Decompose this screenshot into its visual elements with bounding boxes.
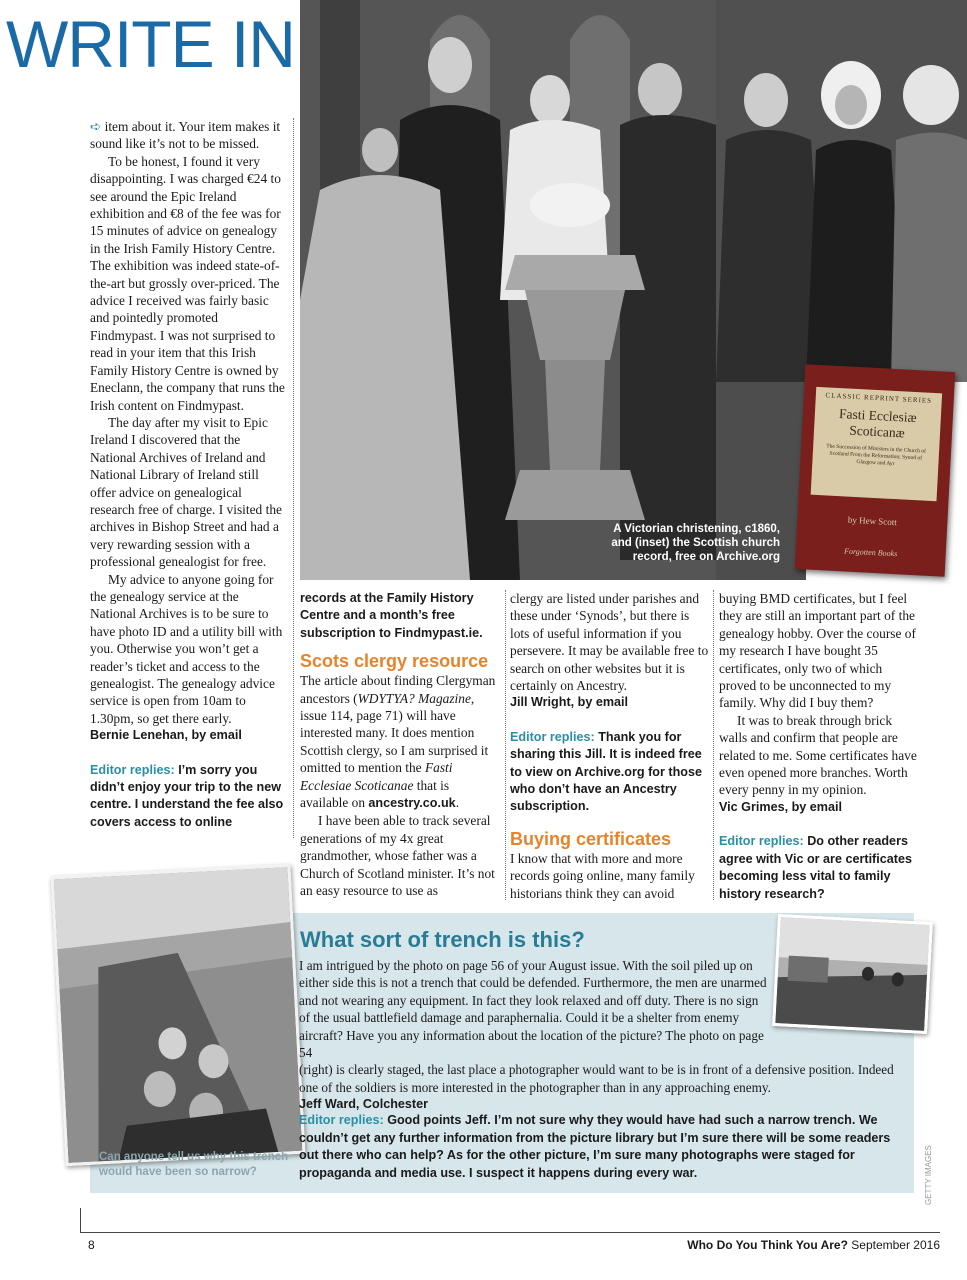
editor-reply: Editor replies: Thank you for sharing this Jill. It is indeed free to view on Archive.org for those who don’t have an Ancestry subscription.: [510, 729, 702, 814]
trench-photo-drawing: [54, 867, 303, 1163]
letter-paragraph: I have been able to track several generations of my 4x great grandmother, whose father was a Church of Scotland minister. It’s not an easy resource to use as: [300, 813, 495, 899]
christening-photo-drawing: [300, 0, 716, 580]
editor-reply: Editor replies: Good points Jeff. I’m not sure why they would have had such a narrow trench. We couldn’t get any further information from the picture library but I’m sure there will be some readers out there who can help? As for the other picture, I’m sure many photographs were staged for propaganda and media use. I suspect it happens during every war.: [299, 1113, 891, 1180]
letter-scots-clergy-cont: [510, 590, 710, 902]
trench-heading: What sort of trench is this?: [300, 927, 585, 952]
staged-trench-photo: [772, 914, 933, 1034]
photo-caption: A Victorian christening, c1860, and (inset) the Scottish church record, free on Archive.org: [611, 523, 780, 563]
book-series: CLASSIC REPRINT SERIES: [825, 391, 933, 405]
issue-date: September 2016: [851, 1238, 940, 1252]
editor-reply: Editor replies: Do other readers agree with Vic or are certificates becoming less vital to family history research?: [719, 834, 912, 901]
letter-paragraph: To be honest, I found it very disappointing. I was charged €24 to see around the Epic Ireland exhibition and €8 of the fee was for 15 minutes of advice on genealogy in the Irish Family History Centre. The exhibition was indeed state-of-the-art but grossly over-priced. The advice I received was fairly basic and pointedly promoted Findmypast. I was not surprised to read in your item that this Irish Family History Centre is owned by Eneclann, the company that runs the Irish content on Findmypast.: [90, 153, 285, 413]
footer-rule-vertical: [80, 1208, 81, 1232]
column-divider: [293, 118, 294, 838]
book-publisher: Forgotten Books: [843, 546, 898, 559]
trench-letter-body: [299, 957, 894, 1114]
letter-signature: Vic Grimes, by email: [719, 799, 842, 814]
letter-paragraph: I am intrigued by the photo on page 56 of your August issue. With the soil piled up on either side this is not a trench that could be defended. Furthermore, the men are unarmed and not wearing any equipment. In fact they look relaxed and off duty. There is no sign of the usual battlefield damage and paraphernalia. Could it be a shelter from enemy aircraft? Have you any information about the location of the picture? The photo on page 54: [299, 958, 767, 1061]
column-divider: [713, 590, 714, 900]
book-cover-label: [811, 387, 942, 501]
letter-paragraph: The article about finding Clergyman ancestors (WDYTYA? Magazine, issue 114, page 71) will have interested many. It does mention Scottish clergy, so I am surprised it omitted to mention the Fasti Ecclesiae Scoticanae that is available on ancestry.co.uk.: [300, 673, 496, 811]
page-title: WRITE IN: [6, 7, 295, 81]
fasti-book-inset: [795, 364, 956, 577]
continue-arrow-icon: ➪: [90, 119, 102, 134]
letter-epic-ireland: [90, 118, 285, 831]
letter-paragraph: It was to break through brick walls and confirm that people are related to me. Some certificates have even opened more branches. Worth every penny in my opinion.: [719, 712, 917, 798]
letter-scots-clergy: [300, 590, 500, 900]
letter-signature: Jeff Ward, Colchester: [299, 1097, 428, 1112]
ancestry-link[interactable]: ancestry.co.uk: [368, 796, 456, 811]
staged-trench-photo-drawing: [775, 917, 929, 1031]
book-title: Fasti Ecclesiæ Scoticanæ: [838, 406, 918, 441]
column-divider: [505, 590, 506, 900]
letter-paragraph: (right) is clearly staged, the last place a photographer would want to be is in front of a defensive position. Indeed one of the soldiers is more interested in the photographer than in any approaching enemy.: [299, 1062, 894, 1095]
letter-paragraph: I know that with more and more records going online, many family historians think they can avoid: [510, 850, 695, 901]
letter-paragraph: clergy are listed under parishes and these under ‘Synods’, but there is lots of useful information if you persevere. It may be available free to search on other websites but it is certainly on Ancestry.: [510, 591, 709, 694]
editor-reply-continued: records at the Family History Centre and a month’s free subscription to Findmypast.ie.: [300, 591, 483, 640]
letter-paragraph: The day after my visit to Epic Ireland I discovered that the National Archives of Ireland and National Library of Ireland still offer advice on genealogical research free of charge. I visited the archives in Bishop Street and had a very rewarding session with a professional genealogist for free.: [90, 414, 282, 570]
footer-rule: [80, 1232, 940, 1233]
editor-reply-label: Editor replies:: [90, 762, 175, 777]
christening-photo-right: [716, 0, 967, 382]
trench-photo-caption: Can anyone tell us why this trench would have been so narrow?: [99, 1151, 289, 1178]
letter-paragraph: ➪ item about it. Your item makes it sound like it’s not to be missed.: [90, 119, 281, 152]
editor-reply: Editor replies: I’m sorry you didn’t enjoy your trip to the new centre. I understand the fee also covers access to online: [90, 762, 284, 829]
trench-photo: [51, 864, 306, 1166]
magazine-footer: [687, 1238, 940, 1252]
letter-paragraph: My advice to anyone going for the genealogy service at the National Archives is to be sure to have photo ID and a utility bill with you. Otherwise you won’t get a reader’s ticket and access to the genealogist. The genealogy advice service is open from 10am to 1.30pm, so get there early.: [90, 571, 283, 726]
editor-reply-label: Editor replies:: [299, 1113, 384, 1127]
photo-credit: GETTY IMAGES: [924, 1145, 933, 1205]
letter-paragraph: buying BMD certificates, but I feel they are still an important part of the genealogy hobby. Over the course of my research I have bought 35 certificates, only two of which proved to be unconnected to my family. Why did I buy them?: [719, 591, 916, 711]
page-number: 8: [88, 1238, 95, 1252]
book-author: by Hew Scott: [847, 514, 898, 528]
letter-signature: Jill Wright, by email: [510, 695, 629, 710]
letter-heading: Scots clergy resource: [300, 651, 489, 672]
christening-photo: [300, 0, 716, 580]
magazine-name: Who Do You Think You Are?: [687, 1238, 848, 1252]
christening-photo-right-drawing: [716, 0, 967, 382]
letter-buying-certificates: [719, 590, 919, 903]
letter-heading: Buying certificates: [510, 828, 672, 849]
book-subtitle: The Succession of Ministers in the Church of Scotland From the Reformation; Synod of Glasgow and Ayr: [826, 443, 927, 468]
letter-signature: Bernie Lenehan, by email: [90, 728, 242, 743]
